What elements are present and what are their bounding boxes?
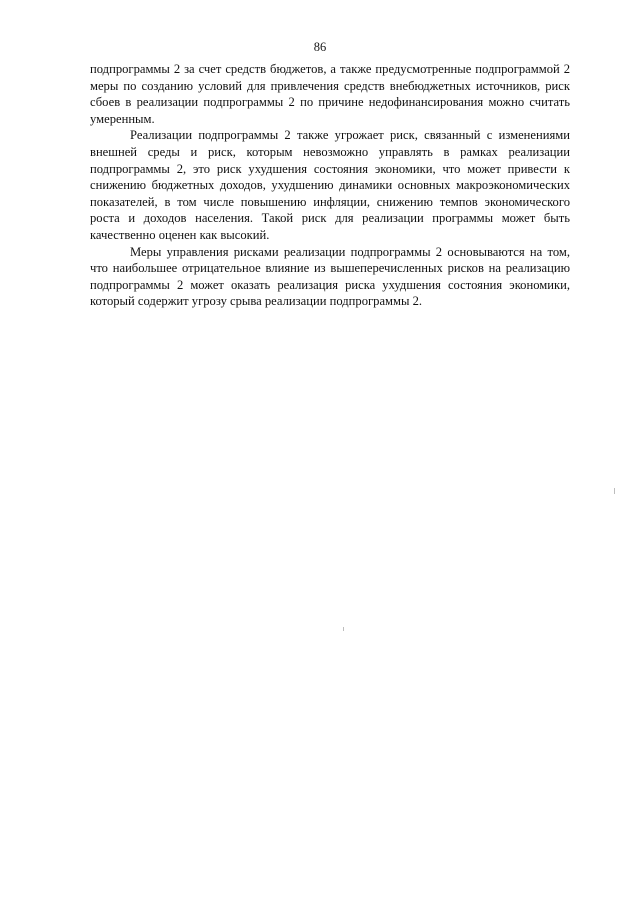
- paragraph-2: Реализации подпрограммы 2 также угрожает риск, связанный с изменениями внешней среды и риск, которым невозможно управлять в рамках реализации подпрограммы 2, это риск ухудшения состояния экономики, что может привести к снижению бюджетных доходов, ухудшению динамики основных макроэкономических показателей, в том числе повышению инфляции, снижению темпов экономического роста и доходов населения. Такой риск для реализации программы может быть качественно оценен как высокий.: [90, 128, 570, 242]
- scan-speck: [614, 488, 615, 494]
- scan-speck: [343, 627, 344, 631]
- body-text: [90, 61, 570, 310]
- paragraph-3: Меры управления рисками реализации подпрограммы 2 основываются на том, что наибольшее отрицательное влияние из вышеперечисленных рисков на реализацию подпрограммы 2 может оказать реализация риска ухудшения состояния экономики, который содержит угрозу срыва реализации подпрограммы 2.: [90, 244, 570, 309]
- page-number: 86: [313, 40, 327, 54]
- paragraph-1: подпрограммы 2 за счет средств бюджетов, а также предусмотренные подпрограммой 2 меры по созданию условий для привлечения средств внебюджетных источников, риск сбоев в реализации подпрограммы 2 по причине недофинансирования можно считать умеренным.: [90, 62, 570, 126]
